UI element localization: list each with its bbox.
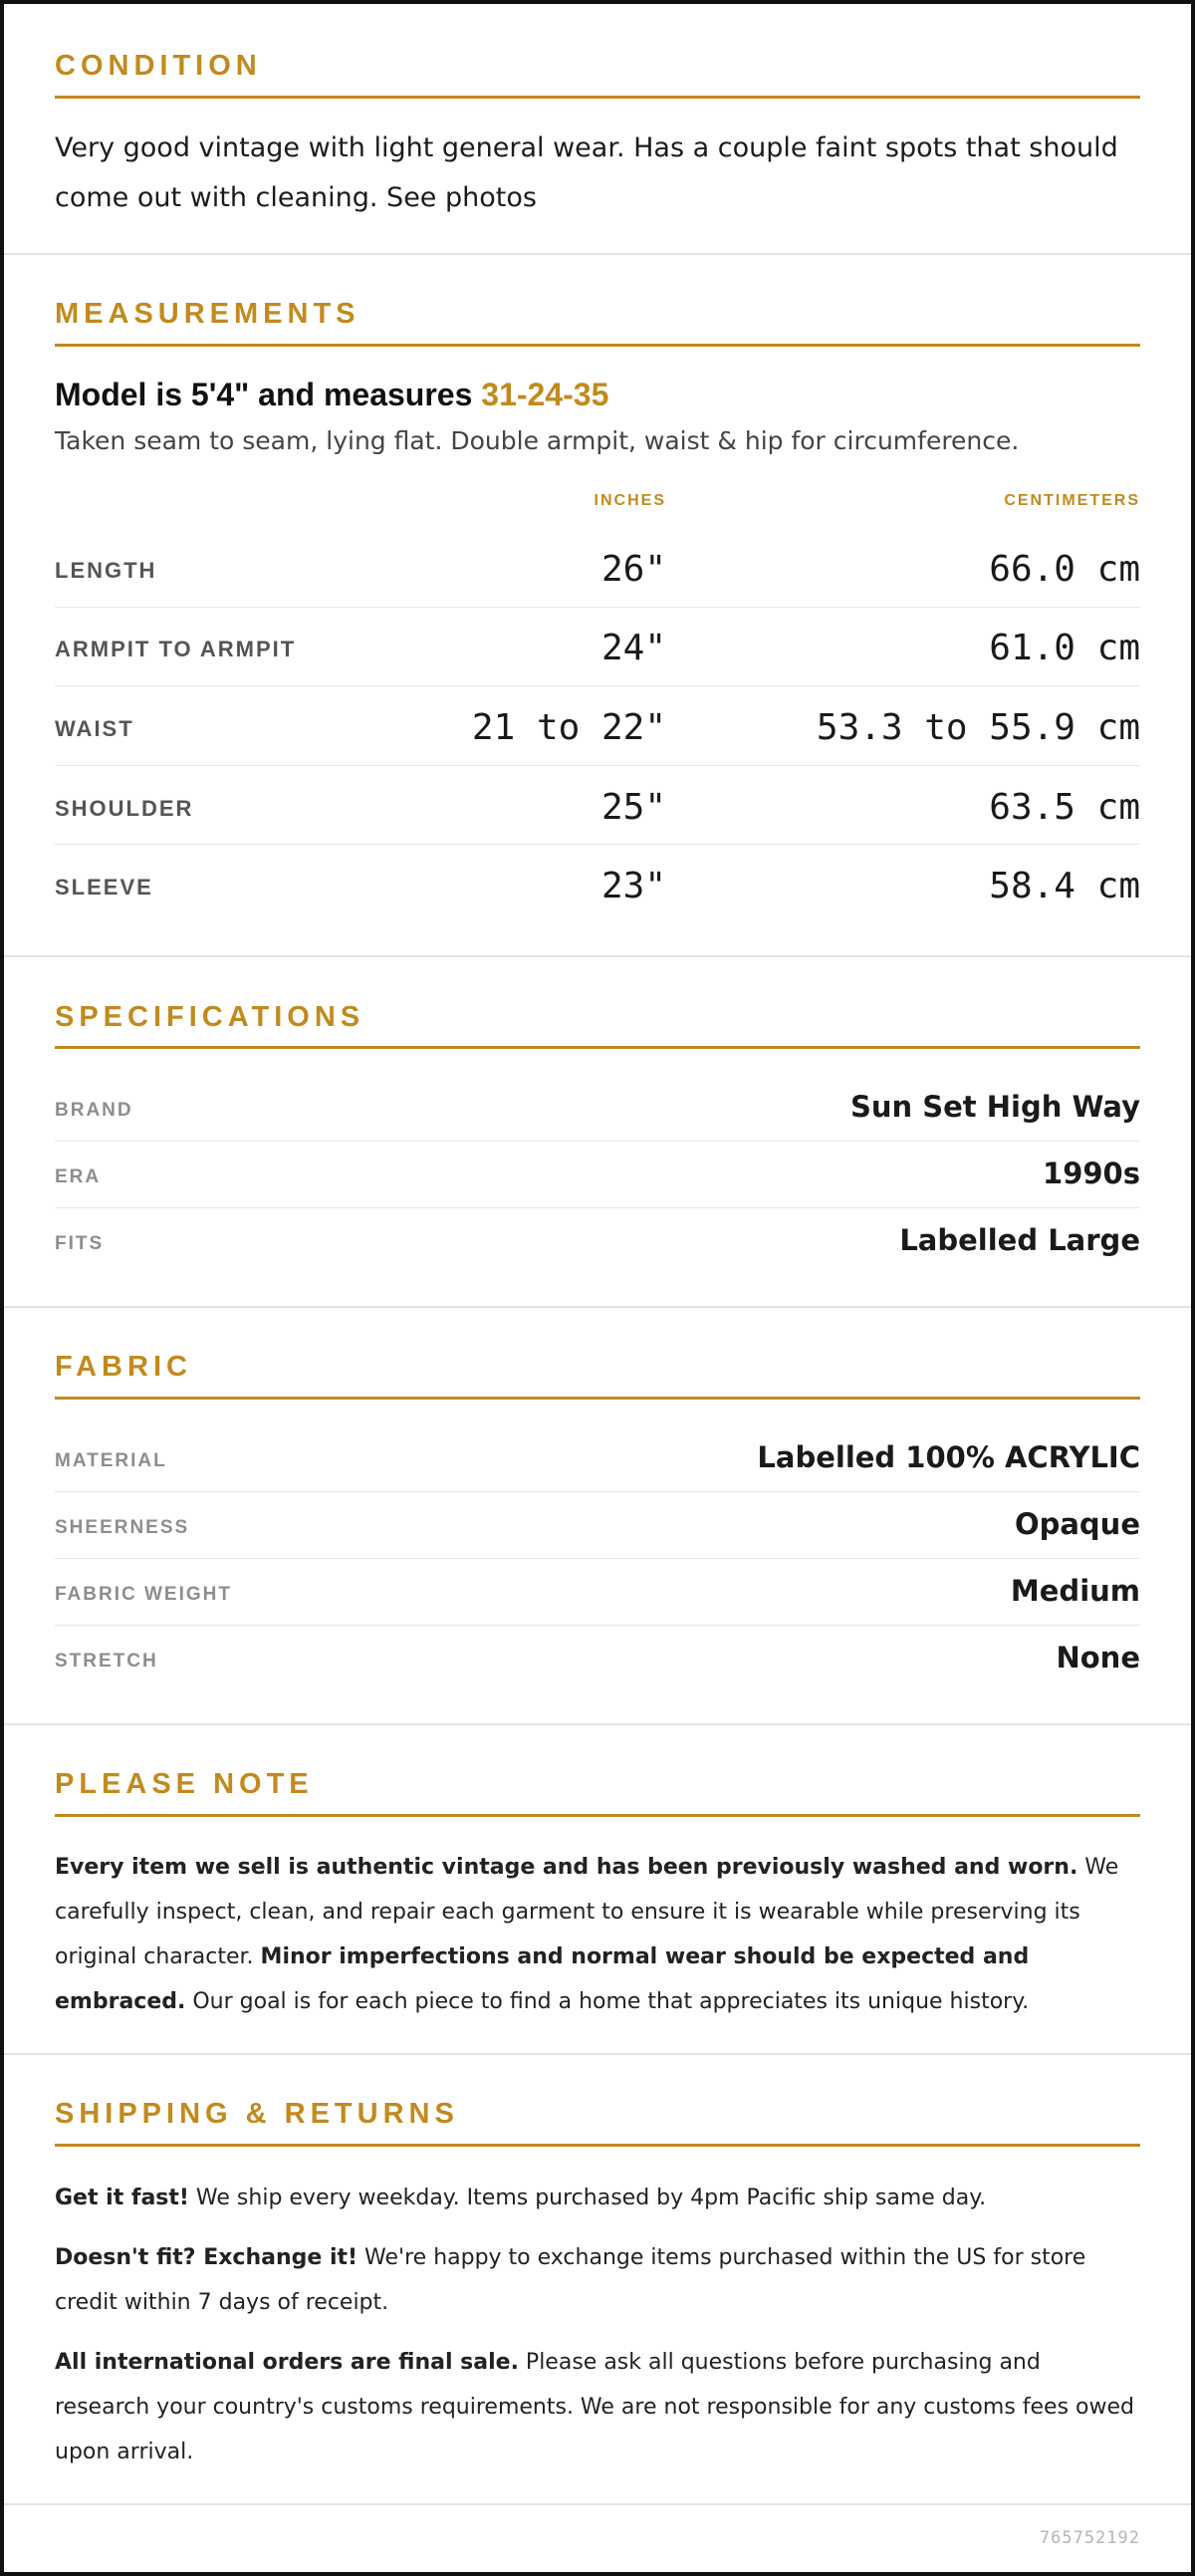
spec-value: Sun Set High Way	[849, 1090, 1140, 1124]
section-divider	[4, 955, 1191, 957]
condition-text: Very good vintage with light general wear. Has a couple faint spots that should come out with cleaning. See photos	[55, 132, 1118, 213]
measurement-inches: 25"	[600, 787, 666, 828]
section-divider	[4, 253, 1191, 255]
shipping-paragraph-1	[55, 2176, 1140, 2220]
section-divider	[4, 1306, 1191, 1308]
section-divider	[4, 1723, 1191, 1725]
model-prefix: Model is 5'4" and measures	[55, 377, 482, 412]
measurement-cm: 61.0 cm	[989, 628, 1140, 668]
measurement-label: ARMPIT TO ARMPIT	[55, 637, 297, 661]
shipping-heading: SHIPPING & RETURNS	[55, 2098, 459, 2130]
row-divider	[55, 844, 1140, 845]
fabric-label: FABRIC WEIGHT	[55, 1584, 232, 1605]
please-note-text	[55, 1845, 1140, 2024]
row-divider	[55, 1558, 1140, 1559]
shipping-bold-2: Doesn't fit? Exchange it!	[55, 2245, 358, 2270]
row-divider	[55, 685, 1140, 686]
spec-label: ERA	[55, 1166, 102, 1187]
measurements-rule	[55, 344, 1140, 347]
condition-rule	[55, 96, 1140, 99]
measurement-label: SHOULDER	[55, 796, 194, 821]
measurement-inches: 23"	[600, 866, 666, 906]
spec-label: BRAND	[55, 1100, 133, 1121]
measurements-subtitle: Taken seam to seam, lying flat. Double armpit, waist & hip for circumference.	[55, 426, 1020, 455]
measurements-heading: MEASUREMENTS	[55, 298, 360, 330]
section-divider	[4, 2503, 1191, 2505]
fabric-value: Medium	[1010, 1574, 1140, 1608]
please-note-rule	[55, 1814, 1140, 1817]
spec-value: Labelled Large	[899, 1223, 1140, 1257]
note-text-1: We carefully inspect, clean, and repair each garment to ensure it is wearable while preserving its original character.	[55, 1855, 1119, 1969]
fabric-label: SHEERNESS	[55, 1517, 190, 1538]
product-id: 765752192	[1039, 2528, 1140, 2548]
column-header-centimeters: CENTIMETERS	[1004, 492, 1140, 509]
measurement-label: LENGTH	[55, 558, 157, 583]
row-divider	[55, 607, 1140, 608]
please-note-heading: PLEASE NOTE	[55, 1768, 314, 1800]
shipping-rule	[55, 2144, 1140, 2147]
shipping-text-1: We ship every weekday. Items purchased by 4pm Pacific ship same day.	[188, 2186, 987, 2210]
measurement-cm: 66.0 cm	[989, 549, 1140, 590]
note-text-2: Our goal is for each piece to find a home that appreciates its unique history.	[185, 1989, 1030, 2014]
measurement-cm: 53.3 to 55.9 cm	[816, 707, 1140, 748]
row-divider	[55, 1625, 1140, 1626]
shipping-text-2: We're happy to exchange items purchased within the US for store credit within 7 days of receipt.	[55, 2245, 1086, 2315]
shipping-bold-3: All international orders are final sale.	[55, 2350, 519, 2375]
fabric-label: STRETCH	[55, 1651, 158, 1672]
spec-label: FITS	[55, 1233, 105, 1254]
measurement-cm: 63.5 cm	[989, 787, 1140, 828]
row-divider	[55, 1207, 1140, 1208]
row-divider	[55, 1491, 1140, 1492]
measurement-label: SLEEVE	[55, 875, 153, 900]
section-divider	[4, 2053, 1191, 2055]
condition-heading: CONDITION	[55, 50, 262, 82]
specifications-rule	[55, 1046, 1140, 1049]
shipping-bold-1: Get it fast!	[55, 2186, 189, 2210]
model-measures: 31-24-35	[481, 377, 609, 412]
measurement-inches: 24"	[600, 628, 666, 668]
measurement-label: WAIST	[55, 716, 134, 741]
fabric-label: MATERIAL	[55, 1450, 167, 1471]
specifications-heading: SPECIFICATIONS	[55, 1001, 365, 1033]
fabric-value: Labelled 100% ACRYLIC	[757, 1440, 1140, 1474]
fabric-heading: FABRIC	[55, 1351, 192, 1383]
fabric-value: None	[1056, 1641, 1140, 1674]
measurement-cm: 58.4 cm	[989, 866, 1140, 906]
fabric-rule	[55, 1397, 1140, 1400]
row-divider	[55, 1141, 1140, 1142]
note-bold-2: Minor imperfections and normal wear should be expected and embraced.	[55, 1944, 1030, 2014]
shipping-paragraph-2	[55, 2235, 1140, 2325]
note-bold-1: Every item we sell is authentic vintage and has been previously washed and worn.	[55, 1855, 1078, 1880]
measurement-inches: 26"	[600, 549, 666, 590]
spec-value: 1990s	[1043, 1157, 1140, 1190]
column-header-inches: INCHES	[594, 492, 666, 509]
fabric-value: Opaque	[1014, 1507, 1140, 1541]
measurement-inches: 21 to 22"	[471, 707, 666, 748]
shipping-paragraph-3	[55, 2340, 1140, 2474]
model-info	[55, 377, 1140, 413]
row-divider	[55, 765, 1140, 766]
shipping-text-3: Please ask all questions before purchasing and research your country's customs requirements. We are not responsible for any customs fees owed upon arrival.	[55, 2350, 1135, 2464]
